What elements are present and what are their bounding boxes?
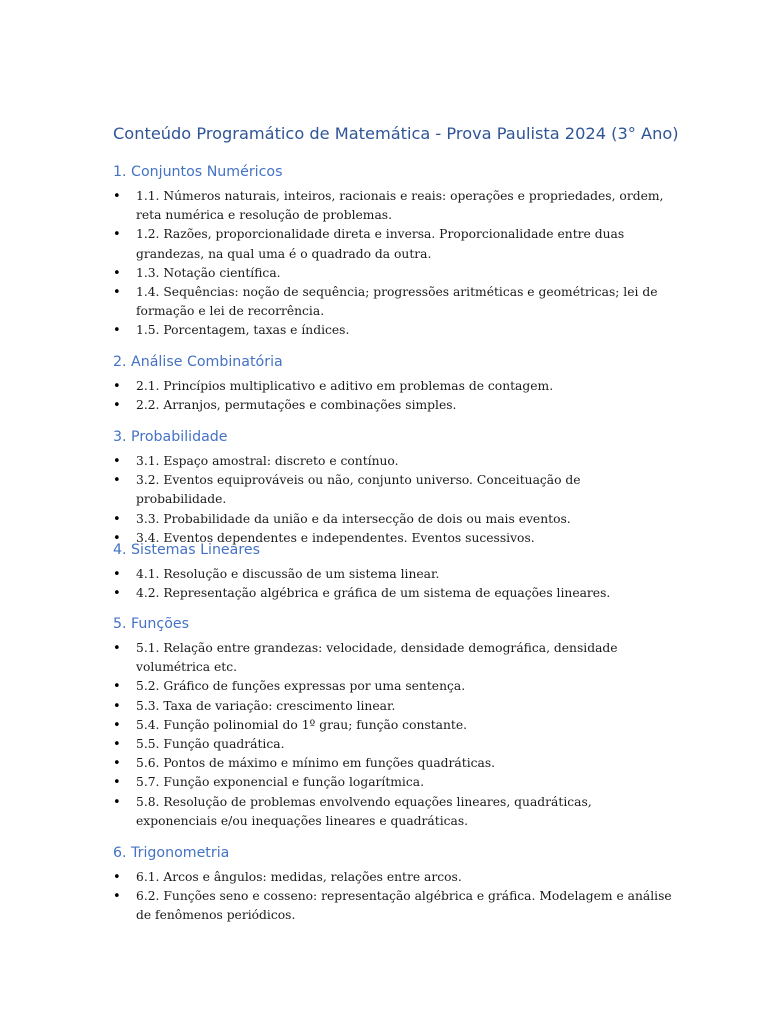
list-item: • 1.2. Razões, proporcionalidade direta e inversa. Proporcionalidade entre duas grandezas, na qual uma é o quadrado da outra. xyxy=(113,225,673,263)
list-item: • 5.5. Função quadrática. xyxy=(113,735,673,754)
section-heading: 2. Análise Combinatória xyxy=(113,354,283,370)
list-item: • 3.1. Espaço amostral: discreto e contínuo. xyxy=(113,452,673,471)
list-item: • 6.2. Funções seno e cosseno: representação algébrica e gráfica. Modelagem e análise de fenômenos periódicos. xyxy=(113,887,673,925)
list-item: • 1.1. Números naturais, inteiros, racionais e reais: operações e propriedades, ordem, reta numérica e resolução de problemas. xyxy=(113,187,673,225)
section-heading: 6. Trigonometria xyxy=(113,845,230,861)
bullet-list xyxy=(113,868,673,926)
bullet-list xyxy=(113,452,673,548)
section-heading: 4. Sistemas Lineares xyxy=(113,542,260,558)
section-conjuntos-numericos xyxy=(113,163,673,341)
document-title: Conteúdo Programático de Matemática - Prova Paulista 2024 (3° Ano) xyxy=(113,124,679,143)
list-item: • 2.1. Princípios multiplicativo e aditivo em problemas de contagem. xyxy=(113,377,673,396)
section-heading: 3. Probabilidade xyxy=(113,429,228,445)
bullet-list xyxy=(113,187,673,341)
list-item: • 5.2. Gráfico de funções expressas por uma sentença. xyxy=(113,677,673,696)
section-funcoes xyxy=(113,615,673,831)
list-item: • 5.4. Função polinomial do 1º grau; função constante. xyxy=(113,716,673,735)
section-analise-combinatoria xyxy=(113,353,673,415)
bullet-list xyxy=(113,565,673,603)
section-heading: 5. Funções xyxy=(113,616,190,632)
section-sistemas-lineares xyxy=(113,541,673,603)
list-item: • 5.3. Taxa de variação: crescimento linear. xyxy=(113,697,673,716)
list-item: • 6.1. Arcos e ângulos: medidas, relações entre arcos. xyxy=(113,868,673,887)
list-item: • 1.3. Notação científica. xyxy=(113,264,673,283)
list-item: • 1.4. Sequências: noção de sequência; progressões aritméticas e geométricas; lei de formação e lei de recorrência. xyxy=(113,283,673,321)
bullet-list xyxy=(113,377,673,415)
list-item: • 3.4. Eventos dependentes e independentes. Eventos sucessivos. xyxy=(113,529,673,548)
section-trigonometria xyxy=(113,844,673,926)
list-item: • 5.7. Função exponencial e função logarítmica. xyxy=(113,773,673,792)
section-heading: 1. Conjuntos Numéricos xyxy=(113,164,283,180)
list-item: • 2.2. Arranjos, permutações e combinações simples. xyxy=(113,396,673,415)
bullet-list xyxy=(113,639,673,831)
section-probabilidade xyxy=(113,428,673,548)
list-item: • 4.2. Representação algébrica e gráfica de um sistema de equações lineares. xyxy=(113,584,673,603)
list-item: • 3.3. Probabilidade da união e da intersecção de dois ou mais eventos. xyxy=(113,510,673,529)
list-item: • 4.1. Resolução e discussão de um sistema linear. xyxy=(113,565,673,584)
list-item: • 3.2. Eventos equiprováveis ou não, conjunto universo. Conceituação de probabilidade. xyxy=(113,471,673,509)
list-item: • 5.6. Pontos de máximo e mínimo em funções quadráticas. xyxy=(113,754,673,773)
list-item: • 5.1. Relação entre grandezas: velocidade, densidade demográfica, densidade volumétrica etc. xyxy=(113,639,673,677)
list-item: • 5.8. Resolução de problemas envolvendo equações lineares, quadráticas, exponenciais e/ou inequações lineares e quadráticas. xyxy=(113,793,673,831)
list-item: • 1.5. Porcentagem, taxas e índices. xyxy=(113,321,673,340)
